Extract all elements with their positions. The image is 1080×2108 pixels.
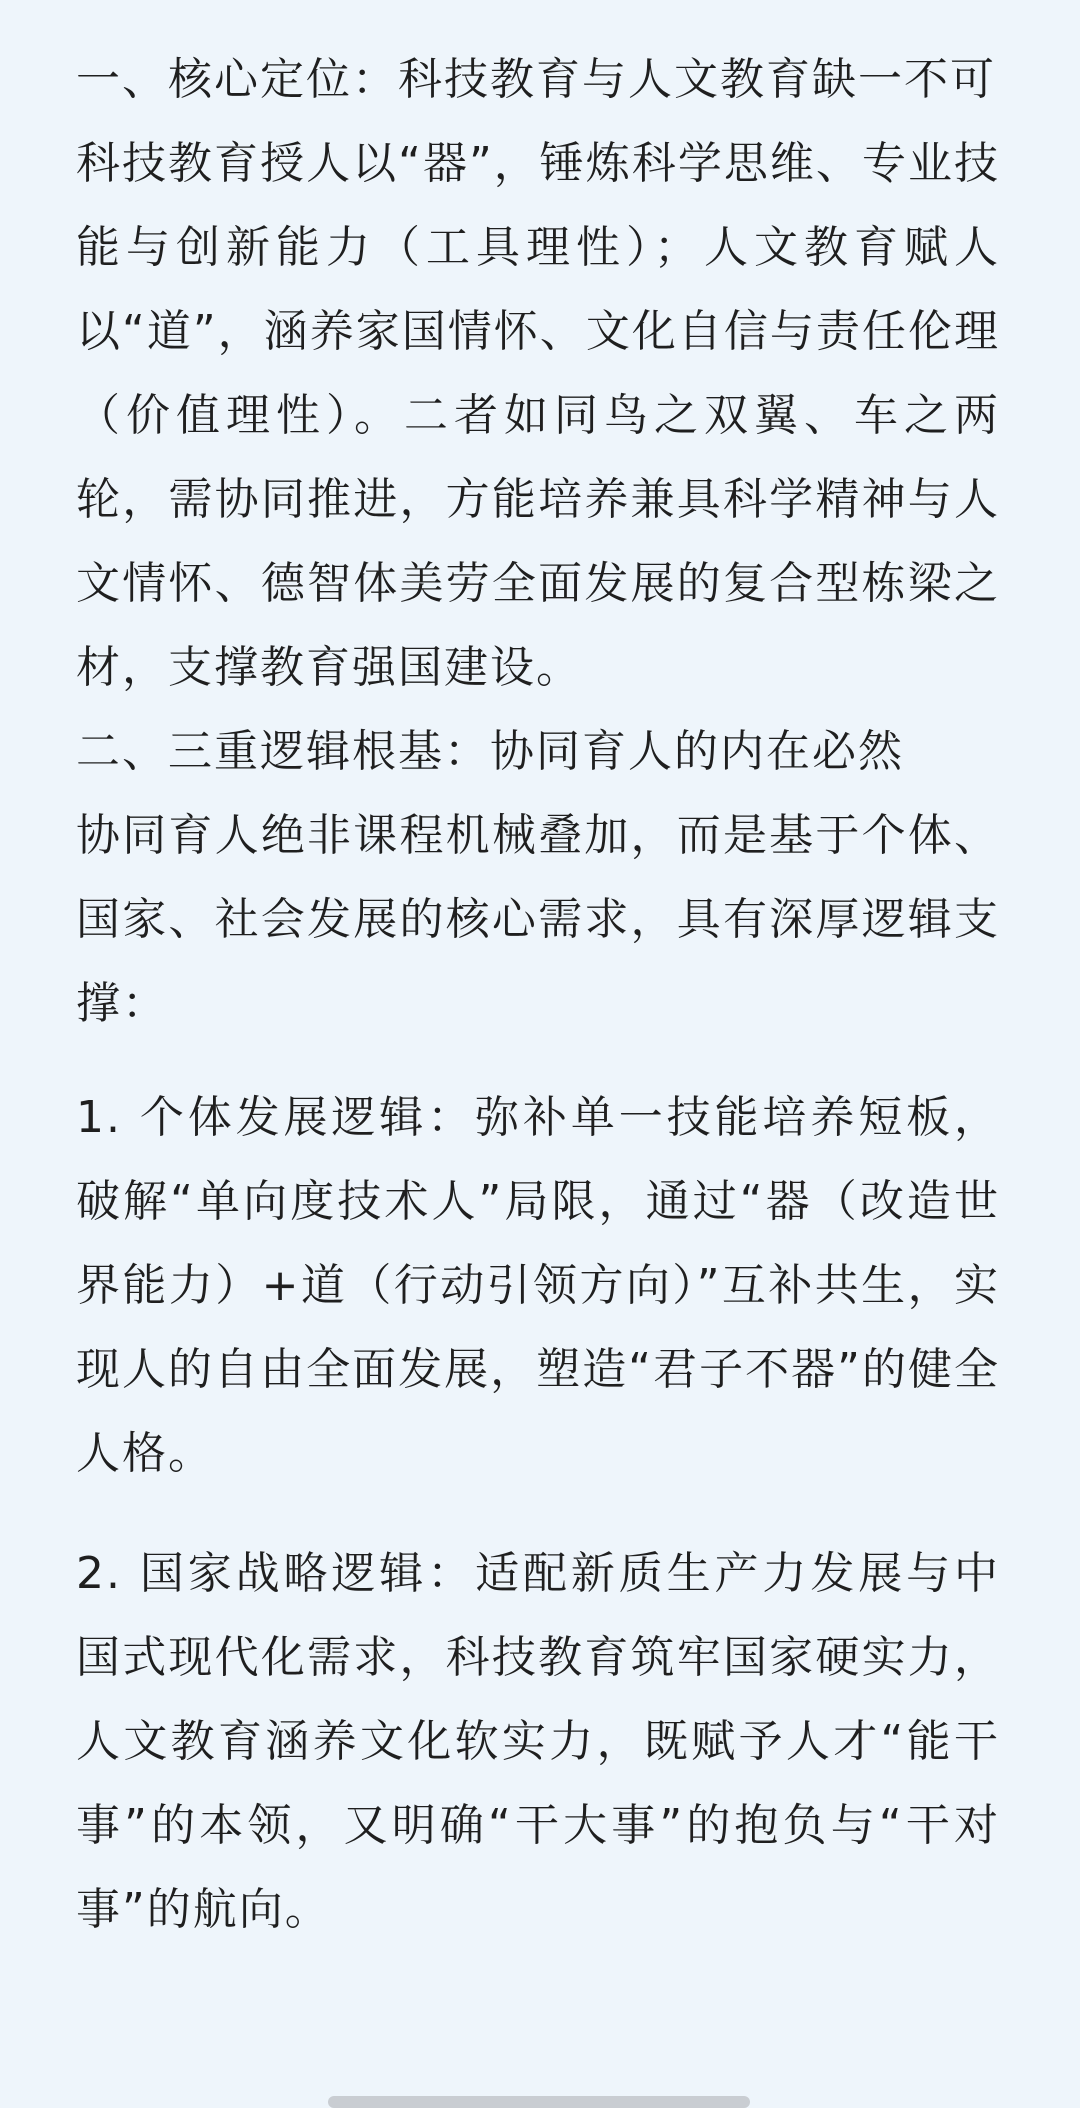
section-1-heading: 一、核心定位：科技教育与人文教育缺一不可 (76, 54, 996, 105)
list-item: 2. 国家战略逻辑：适配新质生产力发展与中国式现代化需求，科技教育筑牢国家硬实力，人文教育涵养文化软实力，既赋予人才“能干事”的本领，又明确“干大事”的抱负与“干对事”的航向。 (76, 1548, 1000, 1935)
list-item: 1. 个体发展逻辑：弥补单一技能培养短板，破解“单向度技术人”局限，通过“器（改造世界能力）+道（行动引领方向）”互补共生，实现人的自由全面发展，塑造“君子不器”的健全人格。 (76, 1092, 1000, 1479)
section-2-heading: 二、三重逻辑根基：协同育人的内在必然 (76, 726, 904, 777)
article-content (76, 38, 1000, 1952)
section-1-body: 科技教育授人以“器”，锤炼科学思维、专业技能与创新能力（工具理性）；人文教育赋人以“道”，涵养家国情怀、文化自信与责任伦理（价值理性）。二者如同鸟之双翼、车之两轮，需协同推进，方能培养兼具科学精神与人文情怀、德智体美劳全面发展的复合型栋梁之材，支撑教育强国建设。 (76, 138, 1000, 693)
scroll-indicator[interactable] (328, 2096, 750, 2108)
section-2-intro: 协同育人绝非课程机械叠加，而是基于个体、国家、社会发展的核心需求，具有深厚逻辑支撑： (76, 810, 1000, 1029)
